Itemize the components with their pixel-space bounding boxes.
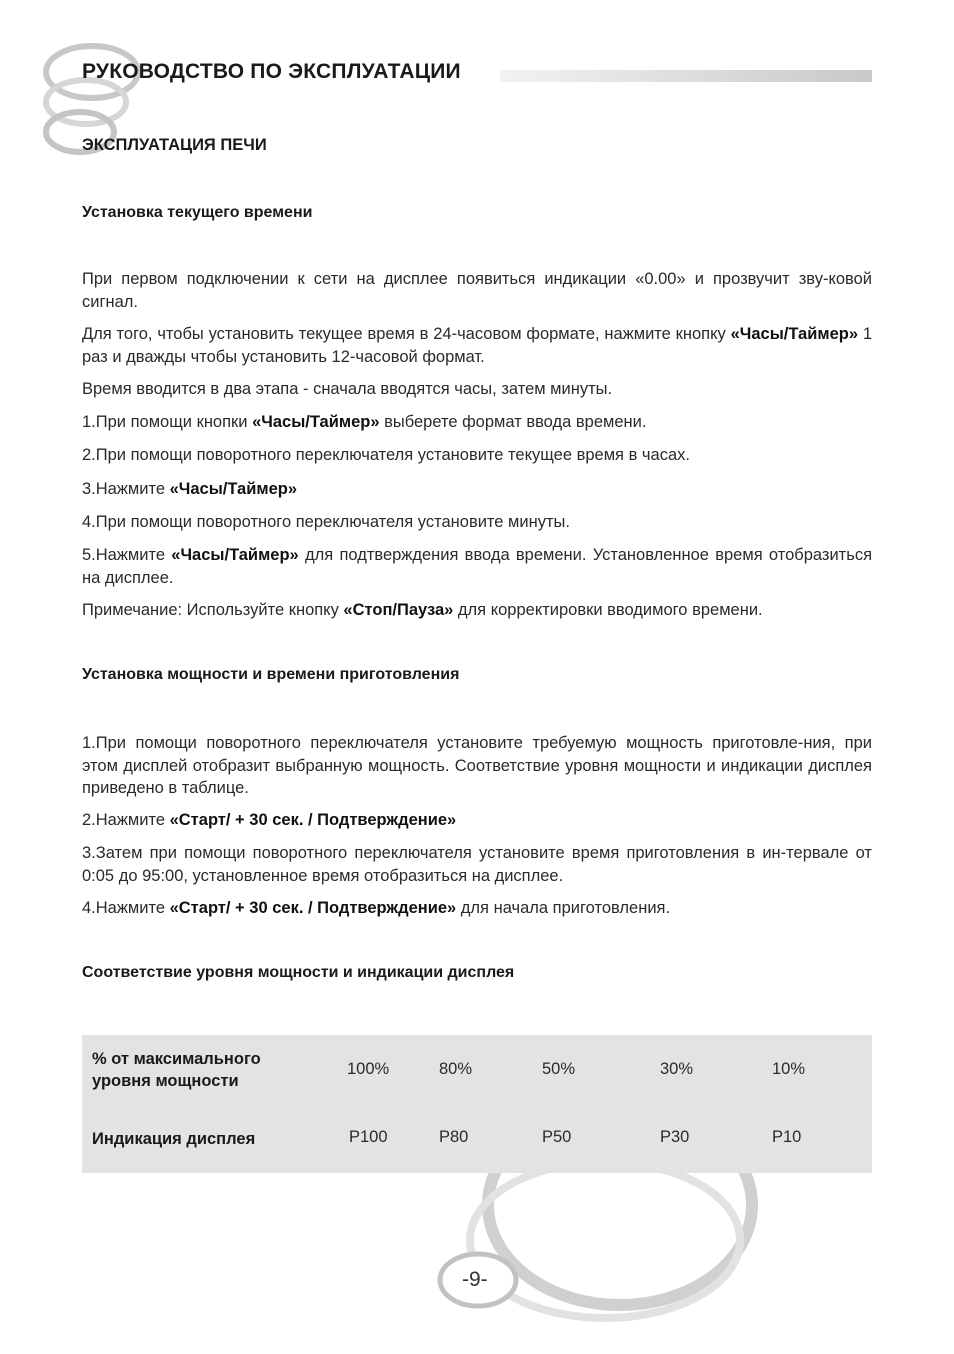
power-setup-step-4: 4.Нажмите «Старт/ + 30 сек. / Подтверждение» для начала приготовления. bbox=[82, 899, 671, 917]
power-setup-step-3: 3.Затем при помощи поворотного переключателя установите время приготовления в ин-тервале от 0:05 до 95:00, установленное время отобразиться на дисплее. bbox=[82, 844, 872, 885]
time-setup-step-4: 4.При помощи поворотного переключателя установите минуты. bbox=[82, 513, 570, 531]
table-cell: 50% bbox=[542, 1060, 576, 1078]
header-gradient-bar bbox=[500, 70, 872, 82]
power-setup-step-2: 2.Нажмите «Старт/ + 30 сек. / Подтверждение» bbox=[82, 811, 457, 829]
time-setup-note: Примечание: Используйте кнопку «Стоп/Пауза» для корректировки вводимого времени. bbox=[82, 601, 763, 619]
time-setup-paragraph-1: При первом подключении к сети на дисплее появиться индикации «0.00» и прозвучит зву-ковой сигнал. bbox=[82, 270, 872, 311]
power-setup-step-1: 1.При помощи поворотного переключателя установите требуемую мощность приготовле-ния, при этом дисплей отобразит выбранную мощность. Соответствие уровня мощности и индикации дисплея приведено в таблице. bbox=[82, 734, 872, 797]
time-setup-step-2: 2.При помощи поворотного переключателя установите текущее время в часах. bbox=[82, 446, 690, 464]
table-cell: 30% bbox=[660, 1060, 694, 1078]
table-cell: 80% bbox=[439, 1060, 473, 1078]
table-row-label-power: % от максимального уровня мощности bbox=[92, 1050, 261, 1090]
time-setup-paragraph-2: Для того, чтобы установить текущее время в 24-часовом формате, нажмите кнопку «Часы/Таймер» 1 раз и дважды чтобы установить 12-часовой формат. bbox=[82, 325, 873, 366]
table-cell: 10% bbox=[772, 1060, 806, 1078]
time-setup-heading: Установка текущего времени bbox=[82, 204, 313, 221]
power-setup-heading: Установка мощности и времени приготовления bbox=[82, 666, 460, 683]
time-setup-step-1: 1.При помощи кнопки «Часы/Таймер» выберете формат ввода времени. bbox=[82, 413, 647, 431]
page-number: -9- bbox=[462, 1268, 488, 1291]
table-cell: P30 bbox=[660, 1128, 690, 1146]
time-setup-step-5: 5.Нажмите «Часы/Таймер» для подтверждения ввода времени. Установленное время отобразиться на дисплее. bbox=[82, 546, 873, 587]
power-table bbox=[82, 1035, 872, 1173]
time-setup-paragraph-3: Время вводится в два этапа - сначала вводятся часы, затем минуты. bbox=[82, 380, 613, 398]
table-row-label-display: Индикация дисплея bbox=[92, 1130, 256, 1148]
table-cell: P100 bbox=[349, 1128, 388, 1146]
time-setup-step-3: 3.Нажмите «Часы/Таймер» bbox=[82, 480, 298, 498]
table-cell: P10 bbox=[772, 1128, 802, 1146]
table-cell: P80 bbox=[439, 1128, 469, 1146]
page-title: РУКОВОДСТВО ПО ЭКСПЛУАТАЦИИ bbox=[82, 60, 461, 83]
table-heading: Соответствие уровня мощности и индикации дисплея bbox=[82, 964, 515, 981]
table-cell: P50 bbox=[542, 1128, 572, 1146]
table-cell: 100% bbox=[347, 1060, 390, 1078]
section-title: ЭКСПЛУАТАЦИЯ ПЕЧИ bbox=[82, 136, 267, 154]
